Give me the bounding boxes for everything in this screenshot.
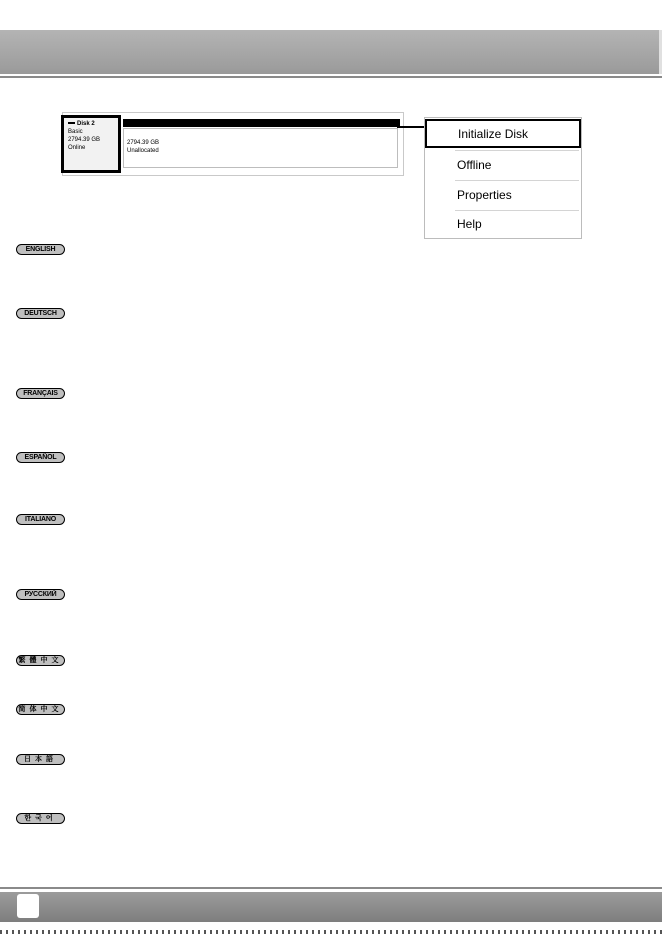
menu-item-initialize-disk[interactable]: Initialize Disk	[425, 119, 581, 148]
lang-badge-italiano: ITALIANO	[16, 514, 65, 525]
lang-badge-traditional-chinese: 繁體中文	[16, 655, 65, 666]
partition-size: 2794.39 GB	[127, 140, 160, 146]
lang-badge-korean: 한국어	[16, 813, 65, 824]
disk-type: Basic	[68, 129, 83, 135]
disk-name-row	[68, 120, 114, 128]
callout-connector	[397, 126, 424, 128]
disk-size: 2794.39 GB	[68, 137, 101, 143]
page-number-box	[17, 894, 39, 918]
context-menu	[424, 117, 582, 239]
disk-status: Online	[68, 145, 86, 151]
partition-area[interactable]	[123, 128, 398, 168]
lang-badge-japanese: 日本語	[16, 754, 65, 765]
disk-label-box[interactable]	[61, 115, 121, 173]
lang-badge-espanol: ESPAÑOL	[16, 452, 65, 463]
lang-badge-russian: РУССКИЙ	[16, 589, 65, 600]
disk-icon	[68, 122, 75, 124]
footer-rule	[0, 887, 662, 889]
header-bar	[0, 30, 662, 74]
menu-item-properties[interactable]: Properties	[457, 188, 512, 202]
menu-item-offline[interactable]: Offline	[457, 158, 492, 172]
lang-badge-english: ENGLISH	[16, 244, 65, 255]
partition-state: Unallocated	[127, 148, 159, 154]
page-edge-marks	[0, 930, 662, 934]
footer-bar	[0, 892, 662, 922]
header-rule	[0, 76, 662, 78]
lang-badge-simplified-chinese: 简体中文	[16, 704, 65, 715]
partition-bar	[123, 119, 400, 127]
disk-name: Disk 2	[77, 121, 95, 127]
lang-badge-deutsch: DEUTSCH	[16, 308, 65, 319]
menu-item-help[interactable]: Help	[457, 217, 482, 231]
lang-badge-francais: FRANÇAIS	[16, 388, 65, 399]
